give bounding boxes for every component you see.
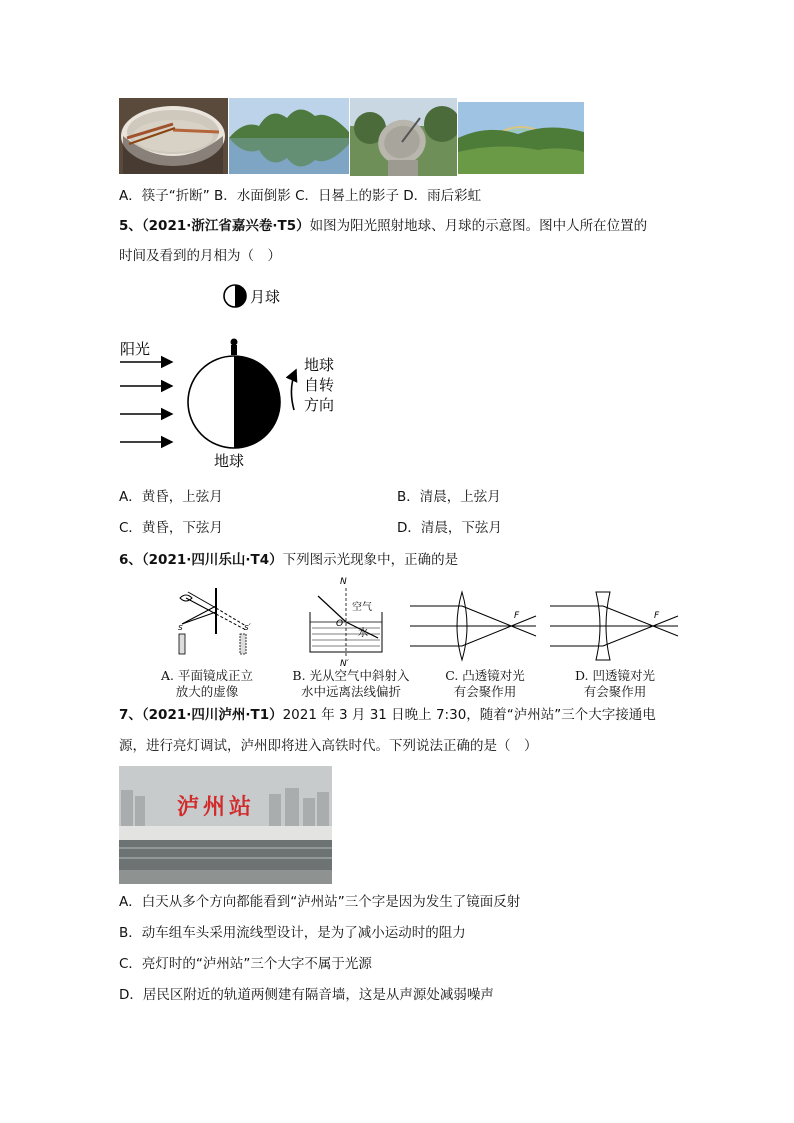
q6-caption-d	[556, 668, 674, 700]
caption-b-line1: B. 光从空气中斜射入	[292, 668, 410, 683]
moon-label: 月球	[250, 288, 281, 306]
q5-stem: 如图为阳光照射地球、月球的示意图。图中人所在位置的	[309, 218, 648, 234]
q6-stem: 下列图示光现象中，正确的是	[282, 552, 459, 568]
rotation-label-2: 自转	[304, 376, 335, 394]
photo-luzhou-station	[119, 766, 332, 884]
water-label: 水	[358, 628, 368, 639]
caption-c-line1: C. 凸透镜对光	[445, 668, 525, 683]
earth-circle	[188, 356, 280, 448]
earth-label: 地球	[214, 452, 245, 470]
object-s-label: s	[178, 623, 183, 633]
q5-earth-moon-diagram	[110, 278, 370, 474]
normal-n-label: N	[340, 577, 347, 587]
q6-figure-b-refraction	[306, 574, 386, 668]
q5-stem-line2: 时间及看到的月相为（ ）	[119, 248, 281, 264]
q7-stem-line1	[119, 705, 656, 725]
q7-option-a: A．白天从多个方向都能看到“泸州站”三个字是因为发生了镜面反射	[119, 894, 521, 910]
caption-a-line2: 放大的虚像	[175, 684, 239, 699]
point-o-label: O	[336, 619, 344, 629]
sunlight-label: 阳光	[120, 340, 151, 358]
q6-source: （2021·四川乐山·T4）	[141, 552, 283, 568]
normal-n-prime-label: N′	[340, 659, 349, 668]
person-icon	[231, 339, 238, 356]
q6-figure-c-convex-lens	[410, 590, 540, 662]
focus-f-label: F	[514, 611, 520, 621]
q4-options: A．筷子“折断” B．水面倒影 C．日晷上的影子 D．雨后彩虹	[119, 188, 482, 204]
q5-option-d: D．清晨，下弦月	[397, 520, 502, 536]
q7-stem-line2: 源，进行亮灯调试，泸州即将进入高铁时代。下列说法正确的是（ ）	[119, 738, 538, 754]
q6-figure-d-concave-lens	[550, 590, 682, 662]
q7-source: （2021·四川泸州·T1）	[141, 707, 283, 723]
station-sign-text: 泸州站	[177, 795, 256, 820]
q6-figure-a-plane-mirror	[172, 584, 264, 660]
image-s-prime-label: s′	[244, 623, 251, 633]
q5-stem-line1	[119, 216, 647, 236]
rotation-arrow	[291, 370, 296, 410]
photo-rainbow	[458, 102, 584, 174]
caption-c-line2: 有会聚作用	[453, 684, 517, 699]
q7-option-c: C．亮灯时的“泸州站”三个大字不属于光源	[119, 956, 372, 972]
q6-stem-line	[119, 550, 458, 570]
q6-caption-b	[272, 668, 430, 700]
caption-a-line1: A. 平面镜成正立	[161, 668, 253, 683]
q5-option-a: A．黄昏，上弦月	[119, 489, 223, 505]
moon-phase-icon	[224, 285, 246, 307]
photo-chopsticks-bowl	[119, 98, 228, 174]
q7-option-d: D．居民区附近的轨道两侧建有隔音墙，这是从声源处减弱噪声	[119, 987, 494, 1003]
photo-water-reflection	[229, 98, 349, 174]
q6-caption-c	[424, 668, 546, 700]
rotation-label-3: 方向	[304, 396, 335, 414]
q7-option-b: B．动车组车头采用流线型设计，是为了减小运动时的阻力	[119, 925, 466, 941]
rotation-label-1: 地球	[304, 356, 335, 374]
air-label: 空气	[352, 602, 372, 613]
q5-number: 5、	[119, 218, 142, 234]
caption-d-line1: D. 凹透镜对光	[574, 668, 656, 683]
q5-source: （2021·浙江省嘉兴卷·T5）	[141, 218, 310, 234]
q5-option-c: C．黄昏，下弦月	[119, 520, 223, 536]
q7-stem: 2021 年 3 月 31 日晚上 7:30，随着“泸州站”三个大字接通电	[282, 707, 656, 723]
caption-b-line2: 水中远离法线偏折	[300, 684, 401, 699]
q5-option-b: B．清晨，上弦月	[397, 489, 501, 505]
q7-number: 7、	[119, 707, 142, 723]
q6-caption-a	[142, 668, 272, 700]
photo-sundial	[350, 98, 457, 176]
q6-number: 6、	[119, 552, 142, 568]
caption-d-line2: 有会聚作用	[583, 684, 647, 699]
focus-f-label: F	[654, 611, 660, 621]
